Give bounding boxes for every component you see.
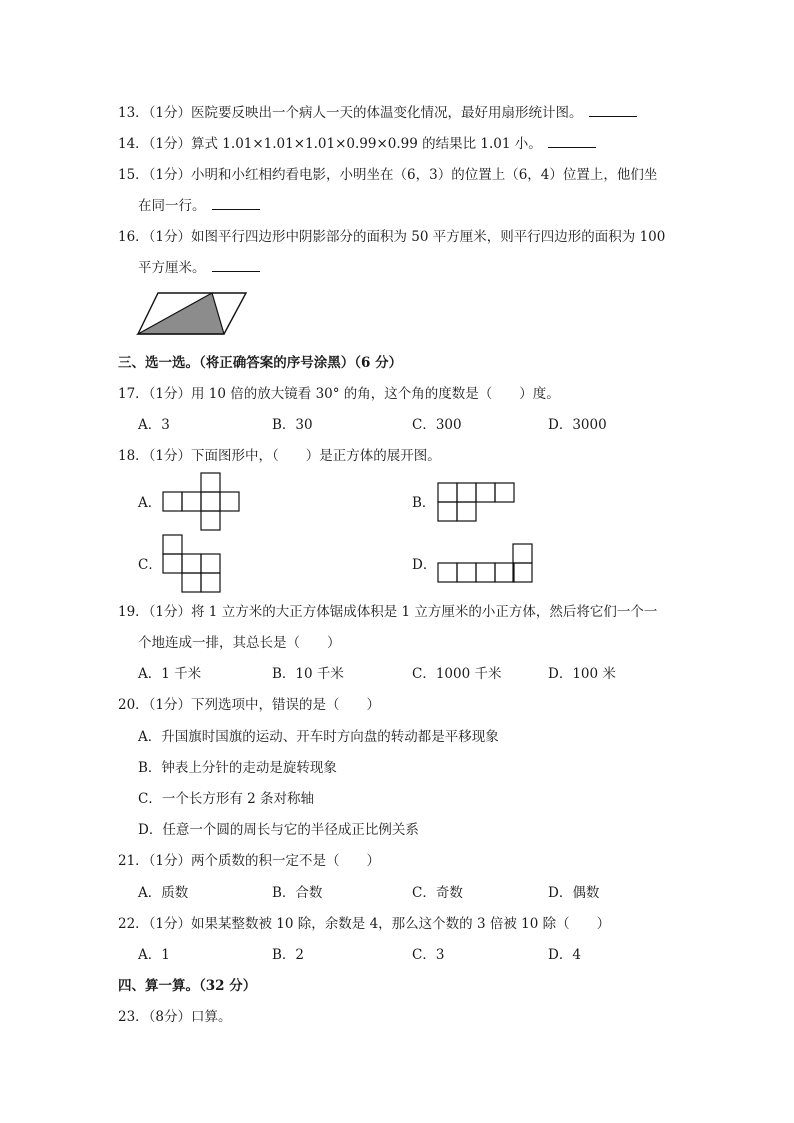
question-20: 20．（1分）下列选项中，错误的是（ ） [118,697,381,713]
question-21: 21．（1分）两个质数的积一定不是（ ） [118,853,381,869]
option-17-b[interactable]: B．30 [272,417,313,433]
question-16-line2: 平方厘米。 [138,259,260,277]
option-22-c[interactable]: C．3 [412,947,445,963]
question-19-line2: 个地连成一排，其总长是（ ） [138,635,341,651]
option-20-c[interactable]: C．一个长方形有 2 条对称轴 [138,791,315,807]
option-21-c[interactable]: C．奇数 [412,885,463,901]
option-17-a[interactable]: A．3 [138,417,170,433]
cube-net-b[interactable] [437,482,515,522]
question-14: 14．（1分）算式 1.01×1.01×1.01×0.99×0.99 的结果比 1.01 小。 [118,135,596,153]
option-19-d[interactable]: D．100 米 [548,666,616,682]
question-16-line1: 16．（1分）如图平行四边形中阴影部分的面积为 50 平方厘米，则平行四边形的面积为 100 [118,229,666,245]
shaded-triangle [138,293,224,334]
option-20-d[interactable]: D．任意一个圆的周长与它的半径成正比例关系 [138,822,419,838]
option-21-b[interactable]: B．合数 [272,885,323,901]
option-19-b[interactable]: B．10 千米 [272,666,344,682]
option-20-b[interactable]: B．钟表上分针的走动是旋转现象 [138,760,337,776]
question-19-line1: 19．（1分）将 1 立方米的大正方体锯成体积是 1 立方厘米的小正方体，然后将它们一个一 [118,604,658,620]
option-18-d-label[interactable]: D． [412,557,437,573]
section-3-title: 三、选一选。（将正确答案的序号涂黑）（6 分） [118,355,403,371]
question-23: 23．（8分）口算。 [118,1009,232,1025]
question-15-line2: 在同一行。 [138,197,260,215]
option-21-d[interactable]: D．偶数 [548,885,600,901]
answer-blank-16[interactable] [212,259,260,272]
option-18-c-label[interactable]: C． [138,557,162,573]
option-17-c[interactable]: C．300 [412,417,462,433]
option-22-b[interactable]: B．2 [272,947,305,963]
option-20-a[interactable]: A．升国旗时国旗的运动、开车时方向盘的转动都是平移现象 [138,729,499,745]
parallelogram-figure [136,290,248,336]
question-15-line1: 15．（1分）小明和小红相约看电影，小明坐在（6，3）的位置上（6，4）位置上，他们坐 [118,167,658,183]
cube-net-d[interactable] [437,543,533,583]
option-17-d[interactable]: D．3000 [548,417,607,433]
option-19-a[interactable]: A．1 千米 [138,666,202,682]
option-18-b-label[interactable]: B． [412,495,436,511]
answer-blank-15[interactable] [212,197,260,210]
cube-net-a[interactable] [162,472,240,530]
question-13: 13．（1分）医院要反映出一个病人一天的体温变化情况，最好用扇形统计图。 [118,104,637,122]
option-22-a[interactable]: A．1 [138,947,170,963]
answer-blank-14[interactable] [548,135,596,148]
question-22: 22．（1分）如果某整数被 10 除，余数是 4，那么这个数的 3 倍被 10 除（ ） [118,916,611,932]
cube-net-c[interactable] [162,534,220,592]
option-22-d[interactable]: D．4 [548,947,581,963]
option-19-c[interactable]: C．1000 千米 [412,666,502,682]
question-18: 18．（1分）下面图形中，（ ）是正方体的展开图。 [118,448,441,464]
option-18-a-label[interactable]: A． [138,495,162,511]
option-21-a[interactable]: A．质数 [138,885,189,901]
answer-blank-13[interactable] [589,104,637,117]
question-17: 17．（1分）用 10 倍的放大镜看 30° 的角，这个角的度数是（ ）度。 [118,386,560,402]
section-4-title: 四、算一算。（32 分） [118,978,257,994]
